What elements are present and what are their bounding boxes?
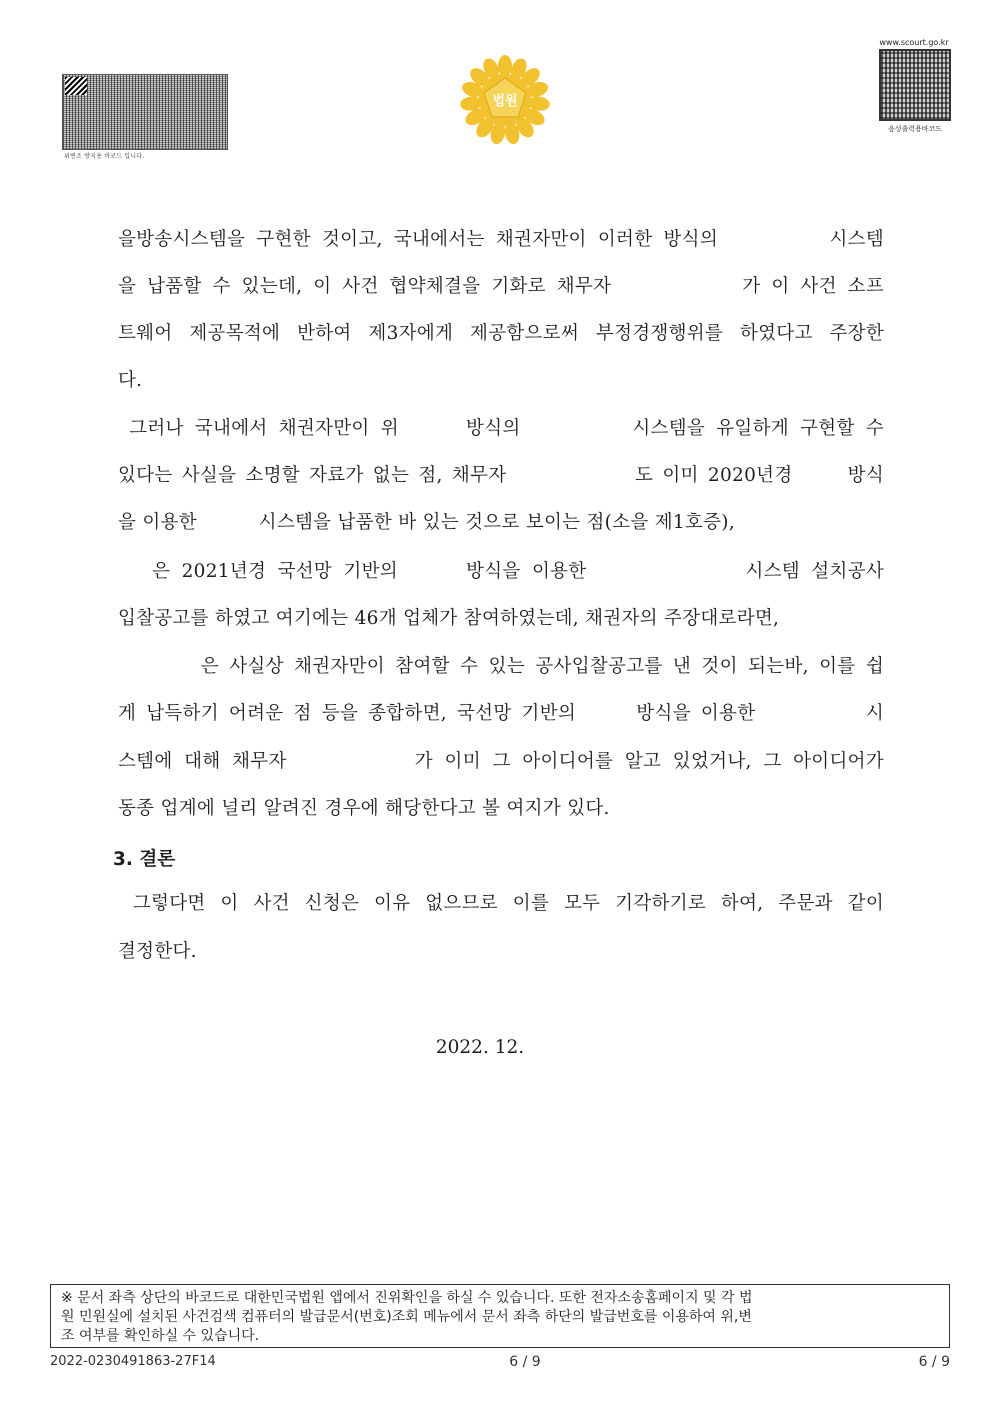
body-text-line: 다. [118,370,143,391]
body-text-line: 은 2021년경 국선망 기반의 방식을 이용한 시스템 설치공사 [118,561,884,582]
barcode-caption: 위변조 방지용 바코드 입니다. [64,153,145,160]
page-number-center: 6 / 9 [509,1354,541,1370]
body-text-line: 동종 업계에 널리 알려진 경우에 해당한다고 볼 여지가 있다. [118,798,610,819]
body-text-line: 스템에 대해 채무자 가 이미 그 아이디어를 알고 있었거나, 그 아이디어가 [118,751,884,772]
verification-notice [50,1284,950,1348]
body-text-line: 을 납품할 수 있는데, 이 사건 협약체결을 기화로 채무자 가 이 사건 소프 [118,276,884,297]
notice-line: 조 여부를 확인하실 수 있습니다. [61,1328,260,1344]
body-text-line: 게 납득하기 어려운 점 등을 종합하면, 국선망 기반의 방식을 이용한 시 [118,703,884,724]
body-text-line: 을방송시스템을 구현한 것이고, 국내에서는 채권자만이 이러한 방식의 시스템 [118,229,884,250]
conclusion-text-line: 그렇다면 이 사건 신청은 이유 없으므로 이를 모두 기각하기로 하여, 주문과 같이 [118,893,884,914]
anti-forgery-barcode [62,74,228,150]
decision-date: 2022. 12. [435,1037,525,1058]
section-heading: 3. 결론 [113,849,176,870]
body-text-line: 을 이용한 시스템을 납품한 바 있는 것으로 보이는 점(소을 제1호증), [118,512,735,533]
body-text-line: 그러나 국내에서 채권자만이 위 방식의 시스템을 유일하게 구현할 수 [118,418,884,439]
notice-line: 원 민원실에 설치된 사건검색 컴퓨터의 발급문서(번호)조회 메뉴에서 문서 좌측 하단의 발급번호를 이용하여 위,변 [61,1309,752,1325]
body-text-line: 있다는 사실을 소명할 자료가 없는 점, 채무자 도 이미 2020년경 방식 [118,465,884,486]
body-text-line: 트웨어 제공목적에 반하여 제3자에게 제공함으로써 부정경쟁행위를 하였다고 주장한 [118,323,884,344]
issue-number: 2022-0230491863-27F14 [50,1354,216,1369]
emblem-label: 법원 [492,94,518,109]
emblem-petal [498,55,512,77]
court-emblem-icon [455,50,555,150]
qr-caption: 음성출력용바코드 [887,125,943,133]
voice-output-barcode [879,49,951,121]
body-text-line: 은 사실상 채권자만이 참여할 수 있는 공사입찰공고를 낸 것이 되는바, 이를 쉽 [118,656,884,677]
page-number-right: 6 / 9 [918,1354,950,1370]
notice-line: ※ 문서 좌측 상단의 바코드로 대한민국법원 앱에서 진위확인을 하실 수 있습니다. 또한 전자소송홈페이지 및 각 법 [61,1290,753,1306]
body-text-line: 입찰공고를 하였고 여기에는 46개 업체가 참여하였는데, 채권자의 주장대로라면, [118,608,780,629]
barcode-corner-mark [65,77,87,95]
qr-url: www.scourt.go.kr [879,38,949,47]
conclusion-text-line: 결정한다. [118,941,197,962]
